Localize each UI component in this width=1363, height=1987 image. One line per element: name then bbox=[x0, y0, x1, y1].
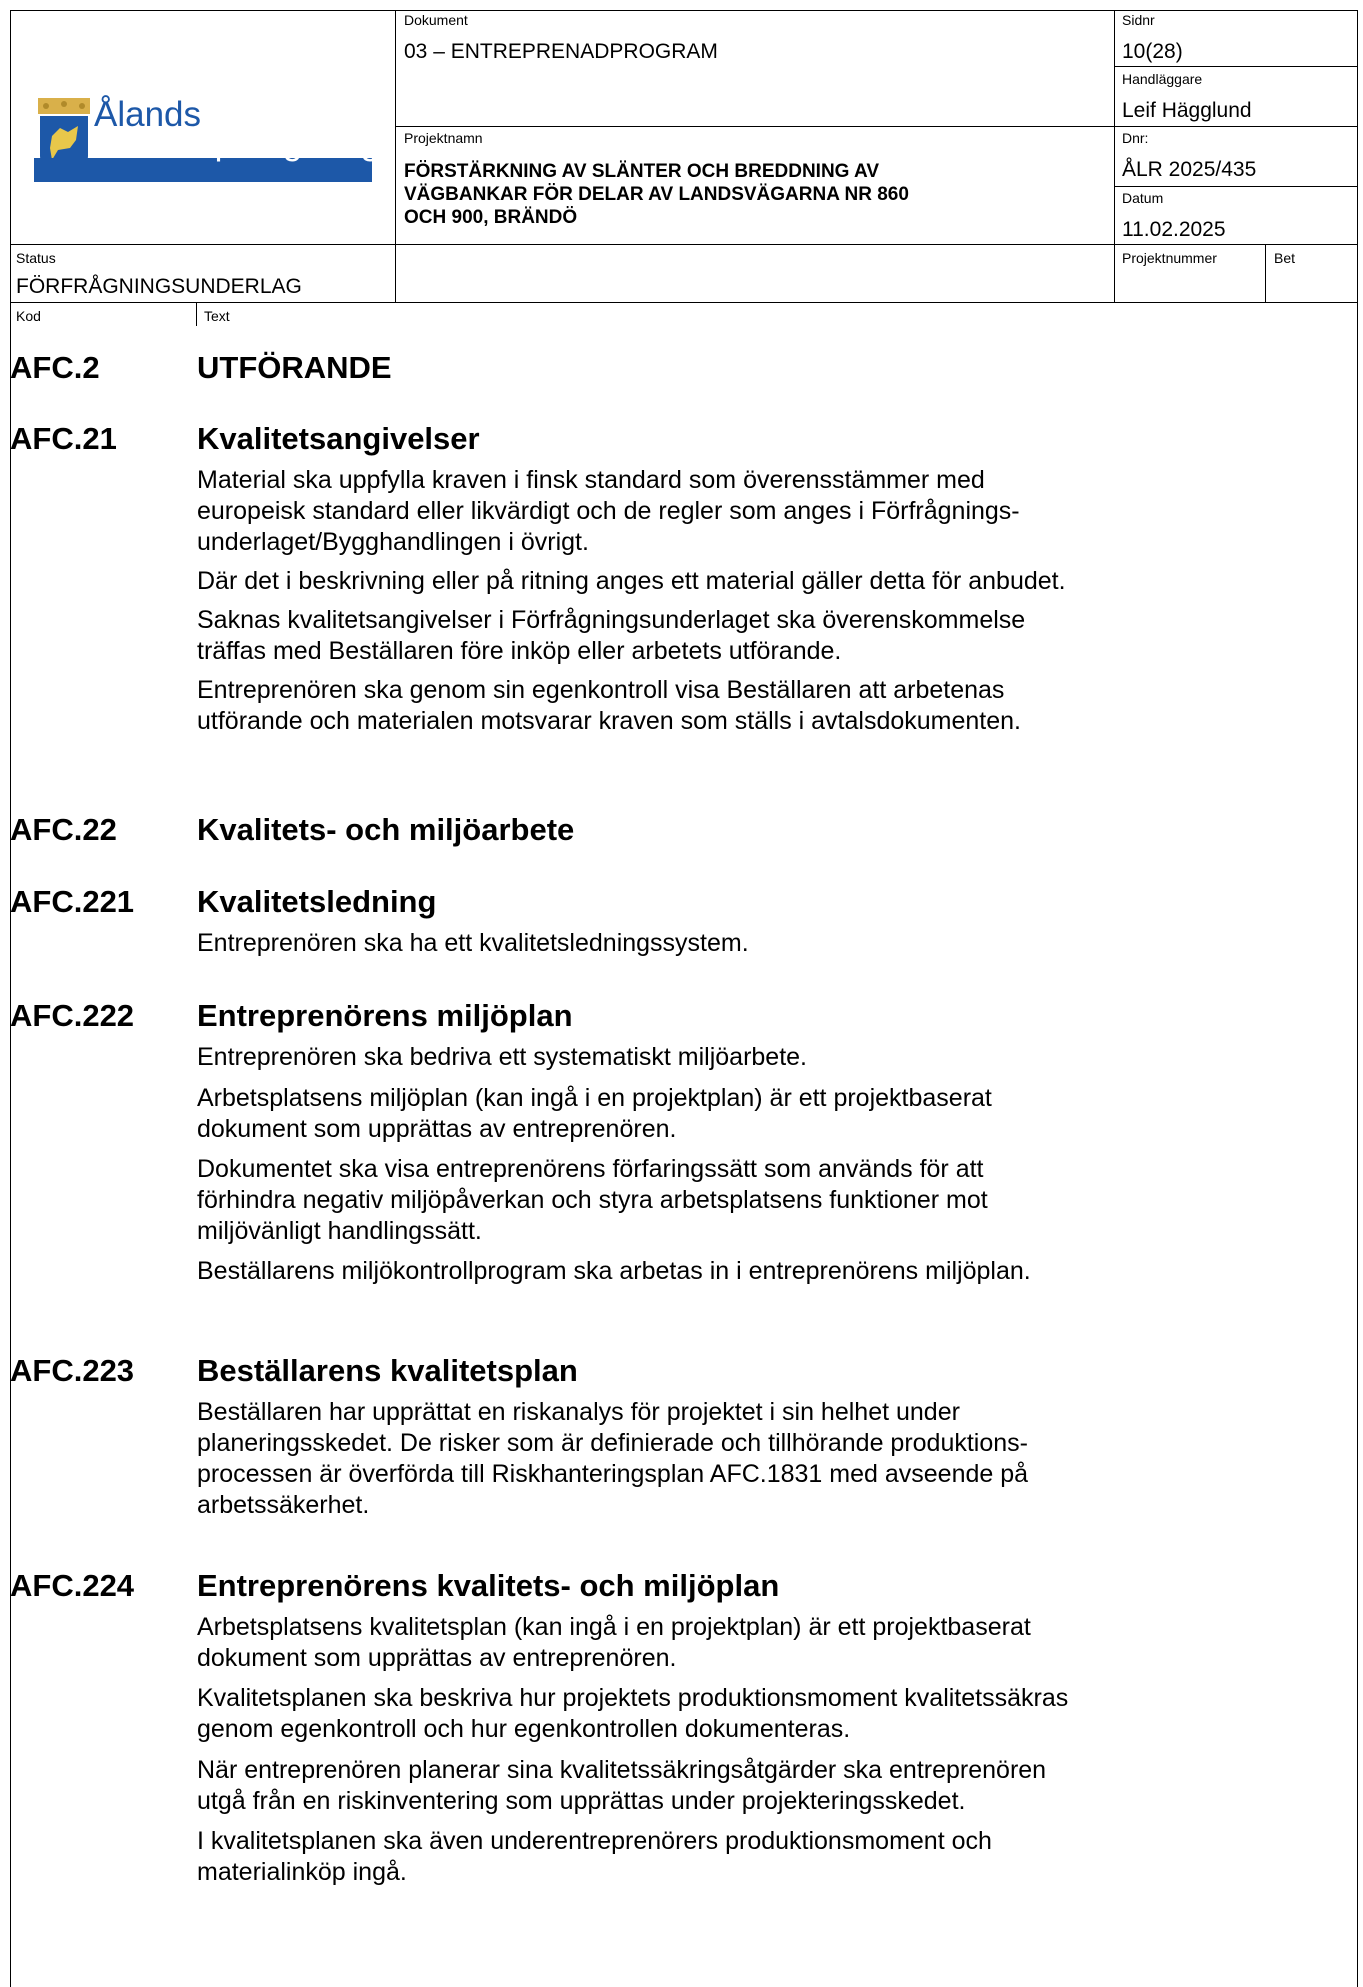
section-title: Entreprenörens miljöplan bbox=[197, 998, 573, 1033]
bet-label: Bet bbox=[1274, 250, 1296, 266]
section-code: AFC.223 bbox=[10, 1353, 135, 1388]
projektnummer-label: Projektnummer bbox=[1122, 250, 1217, 266]
paragraph bbox=[197, 1826, 1317, 1888]
paragraph-line: Arbetsplatsens kvalitetsplan (kan ingå i en projektplan) är ett projektbaserat bbox=[197, 1613, 1031, 1641]
datum-value: 11.02.2025 bbox=[1122, 218, 1226, 241]
section-code: AFC.21 bbox=[10, 421, 117, 456]
section-title: Kvalitetsledning bbox=[197, 884, 437, 919]
header-divider-3 bbox=[1265, 244, 1266, 302]
paragraph-line: förhindra negativ miljöpåverkan och styra arbetsplatsens funktioner mot bbox=[197, 1186, 988, 1214]
paragraph-line: miljövänligt handlingssätt. bbox=[197, 1217, 482, 1245]
dokument-label: Dokument bbox=[404, 12, 468, 28]
logo-text-alands: Ålands bbox=[94, 95, 202, 134]
status-label: Status bbox=[16, 250, 56, 266]
paragraph-line: arbetssäkerhet. bbox=[197, 1491, 370, 1519]
header-rule-sidnr bbox=[1114, 66, 1358, 67]
section-code: AFC.222 bbox=[10, 998, 135, 1033]
paragraph bbox=[197, 1042, 1317, 1073]
section-code: AFC.2 bbox=[10, 350, 100, 385]
paragraph-line: Material ska uppfylla kraven i finsk standard som överensstämmer med bbox=[197, 466, 985, 494]
section-title: Entreprenörens kvalitets- och miljöplan bbox=[197, 1568, 780, 1603]
paragraph-line: utgå från en riskinventering som upprättas under projekteringsskedet. bbox=[197, 1787, 966, 1815]
kod-label: Kod bbox=[16, 308, 41, 324]
projektnamn-line: VÄGBANKAR FÖR DELAR AV LANDSVÄGARNA NR 860 bbox=[404, 184, 909, 205]
paragraph-line: Kvalitetsplanen ska beskriva hur projektets produktionsmoment kvalitetssäkras bbox=[197, 1684, 1069, 1712]
paragraph-line: materialinköp ingå. bbox=[197, 1858, 407, 1886]
header-divider-1 bbox=[395, 10, 396, 302]
section-code: AFC.224 bbox=[10, 1568, 135, 1603]
paragraph-line: Beställarens miljökontrollprogram ska arbetas in i entreprenörens miljöplan. bbox=[197, 1257, 1031, 1285]
paragraph-line: Entreprenören ska ha ett kvalitetsledningssystem. bbox=[197, 929, 749, 957]
header-rule-projekt bbox=[395, 126, 1358, 127]
paragraph-line: Dokumentet ska visa entreprenörens förfaringssätt som används för att bbox=[197, 1155, 984, 1183]
paragraph bbox=[197, 675, 1317, 737]
paragraph-line: I kvalitetsplanen ska även underentreprenörers produktionsmoment och bbox=[197, 1827, 992, 1855]
status-value: FÖRFRÅGNINGSUNDERLAG bbox=[16, 275, 302, 298]
text-label: Text bbox=[204, 308, 230, 324]
paragraph bbox=[197, 1154, 1317, 1247]
paragraph-line: träffas med Beställaren före inköp eller arbetets utförande. bbox=[197, 637, 842, 665]
header-rule-status bbox=[10, 244, 1358, 245]
paragraph bbox=[197, 605, 1317, 667]
header-rule-dnr bbox=[1114, 186, 1358, 187]
paragraph-line: Saknas kvalitetsangivelser i Förfrågningsunderlaget ska överenskommelse bbox=[197, 606, 1026, 634]
kod-text-divider bbox=[196, 302, 197, 326]
paragraph bbox=[197, 1612, 1317, 1674]
paragraph-line: Entreprenören ska bedriva ett systematiskt miljöarbete. bbox=[197, 1043, 807, 1071]
header-bottom-rule bbox=[10, 302, 1358, 303]
paragraph bbox=[197, 566, 1317, 597]
paragraph-line: dokument som upprättas av entreprenören. bbox=[197, 1644, 677, 1672]
paragraph-line: När entreprenören planerar sina kvalitetssäkringsåtgärder ska entreprenören bbox=[197, 1756, 1047, 1784]
section-code: AFC.221 bbox=[10, 884, 135, 919]
paragraph bbox=[197, 465, 1317, 558]
section-title: Kvalitetsangivelser bbox=[197, 421, 480, 456]
sidnr-label: Sidnr bbox=[1122, 12, 1155, 28]
dokument-value: 03 – ENTREPRENADPROGRAM bbox=[404, 40, 718, 63]
paragraph-line: Entreprenören ska genom sin egenkontroll visa Beställaren att arbetenas bbox=[197, 676, 1005, 704]
handlaggare-value: Leif Hägglund bbox=[1122, 99, 1252, 122]
paragraph-line: Beställaren har upprättat en riskanalys för projektet i sin helhet under bbox=[197, 1398, 960, 1426]
projektnamn-line: OCH 900, BRÄNDÖ bbox=[404, 207, 578, 228]
paragraph-line: planeringsskedet. De risker som är definierade och tillhörande produktions- bbox=[197, 1429, 1028, 1457]
alands-landskapsregering-logo bbox=[34, 95, 381, 184]
projektnamn-line: FÖRSTÄRKNING AV SLÄNTER OCH BREDDNING AV bbox=[404, 161, 879, 182]
paragraph-line: underlaget/Bygghandlingen i övrigt. bbox=[197, 528, 589, 556]
dnr-value: ÅLR 2025/435 bbox=[1122, 158, 1257, 181]
paragraph bbox=[197, 1755, 1317, 1817]
paragraph-line: Där det i beskrivning eller på ritning anges ett material gäller detta för anbudet. bbox=[197, 567, 1066, 595]
dnr-label: Dnr: bbox=[1122, 130, 1149, 146]
paragraph bbox=[197, 1256, 1317, 1287]
logo-text-landskapsregering: landskapsregering bbox=[94, 123, 381, 162]
paragraph-line: processen är överförda till Riskhanteringsplan AFC.1831 med avseende på bbox=[197, 1460, 1029, 1488]
datum-label: Datum bbox=[1122, 190, 1164, 206]
paragraph bbox=[197, 1683, 1317, 1745]
paragraph-line: Arbetsplatsens miljöplan (kan ingå i en projektplan) är ett projektbaserat bbox=[197, 1084, 992, 1112]
section-title: Kvalitets- och miljöarbete bbox=[197, 812, 575, 847]
header-divider-2 bbox=[1114, 10, 1115, 302]
paragraph-line: dokument som upprättas av entreprenören. bbox=[197, 1115, 677, 1143]
section-title: UTFÖRANDE bbox=[197, 350, 392, 385]
paragraph-line: utförande och materialen motsvarar kraven som ställs i avtalsdokumenten. bbox=[197, 707, 1021, 735]
paragraph bbox=[197, 1083, 1317, 1145]
sidnr-value: 10(28) bbox=[1122, 40, 1183, 63]
projektnamn-label: Projektnamn bbox=[404, 130, 483, 146]
header-top-rule bbox=[10, 10, 1358, 11]
handlaggare-label: Handläggare bbox=[1122, 71, 1203, 87]
paragraph bbox=[197, 1397, 1317, 1521]
paragraph bbox=[197, 928, 1317, 959]
section-code: AFC.22 bbox=[10, 812, 117, 847]
projektnamn-value bbox=[404, 160, 1104, 229]
section-title: Beställarens kvalitetsplan bbox=[197, 1353, 578, 1388]
paragraph-line: genom egenkontroll och hur egenkontrollen dokumenteras. bbox=[197, 1715, 851, 1743]
paragraph-line: europeisk standard eller likvärdigt och de regler som anges i Förfrågnings- bbox=[197, 497, 1020, 525]
